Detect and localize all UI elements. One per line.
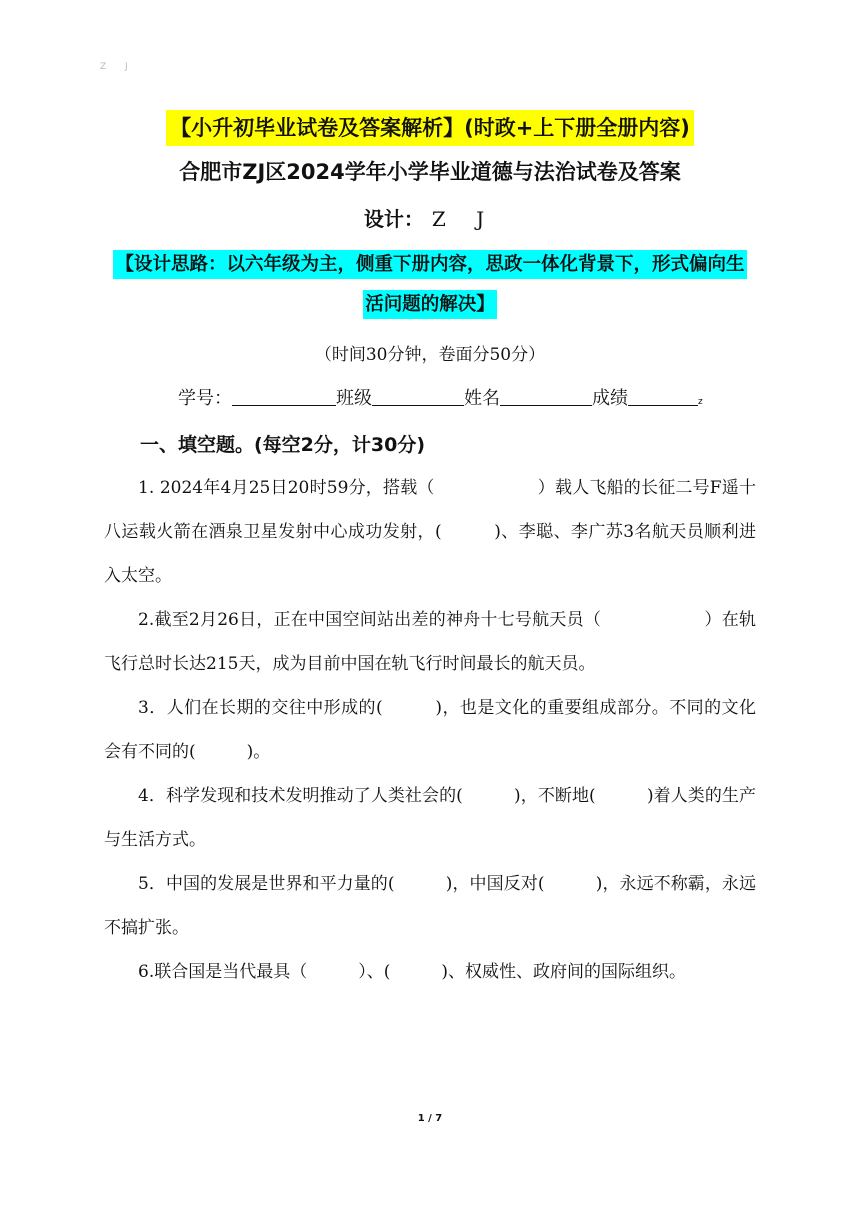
question-list bbox=[104, 466, 756, 994]
designer-label: 设计： bbox=[363, 207, 424, 231]
class-blank[interactable] bbox=[372, 387, 464, 406]
design-idea-text: 【设计思路：以六年级为主，侧重下册内容，思政一体化背景下，形式偏向生活问题的解决】 bbox=[113, 250, 746, 319]
question-2: 2.截至2月26日，正在中国空间站出差的神舟十七号航天员（ ）在轨飞行总时长达215天，成为目前中国在轨飞行时间最长的航天员。 bbox=[104, 610, 756, 674]
score-label: 成绩 bbox=[592, 388, 628, 409]
name-blank[interactable] bbox=[500, 387, 592, 406]
designer-name: Z J bbox=[431, 207, 497, 231]
question-5: 5．中国的发展是世界和平力量的( )，中国反对( )，永远不称霸，永远不搞扩张。 bbox=[104, 874, 756, 938]
page-number: 1 / 7 bbox=[417, 1113, 443, 1124]
student-id-blank[interactable] bbox=[232, 387, 336, 406]
question-6: 6.联合国是当代最具（ ）、( )、权威性、政府间的国际组织。 bbox=[138, 962, 686, 982]
name-label: 姓名 bbox=[464, 388, 500, 409]
exam-subtitle: 合肥市ZJ区2024学年小学毕业道德与法治试卷及答案 bbox=[179, 160, 681, 184]
designer-line bbox=[0, 203, 860, 232]
exam-title bbox=[0, 110, 860, 146]
student-info-fields bbox=[178, 384, 703, 410]
design-idea bbox=[106, 245, 754, 325]
exam-title-text: 【小升初毕业试卷及答案解析】(时政+上下册全册内容) bbox=[166, 110, 694, 146]
section-title: 一、填空题。(每空2分，计30分) bbox=[140, 434, 426, 456]
question-1: 1. 2024年4月25日20时59分，搭载（ ）载人飞船的长征二号F遥十八运载火箭在酒泉卫星发射中心成功发射，( )、李聪、李广苏3名航天员顺利进入太空。 bbox=[104, 478, 756, 586]
question-3: 3．人们在长期的交往中形成的( )，也是文化的重要组成部分。不同的文化会有不同的( )。 bbox=[104, 698, 756, 762]
question-4: 4．科学发现和技术发明推动了人类社会的( )，不断地( )着人类的生产与生活方式。 bbox=[104, 786, 756, 850]
class-label: 班级 bbox=[336, 388, 372, 409]
corner-watermark: Z J bbox=[100, 62, 136, 72]
fields-tail-mark: z bbox=[698, 397, 703, 407]
student-id-label: 学号： bbox=[178, 388, 232, 409]
exam-meta: （时间30分钟，卷面分50分） bbox=[314, 345, 546, 365]
score-blank[interactable] bbox=[628, 387, 698, 406]
